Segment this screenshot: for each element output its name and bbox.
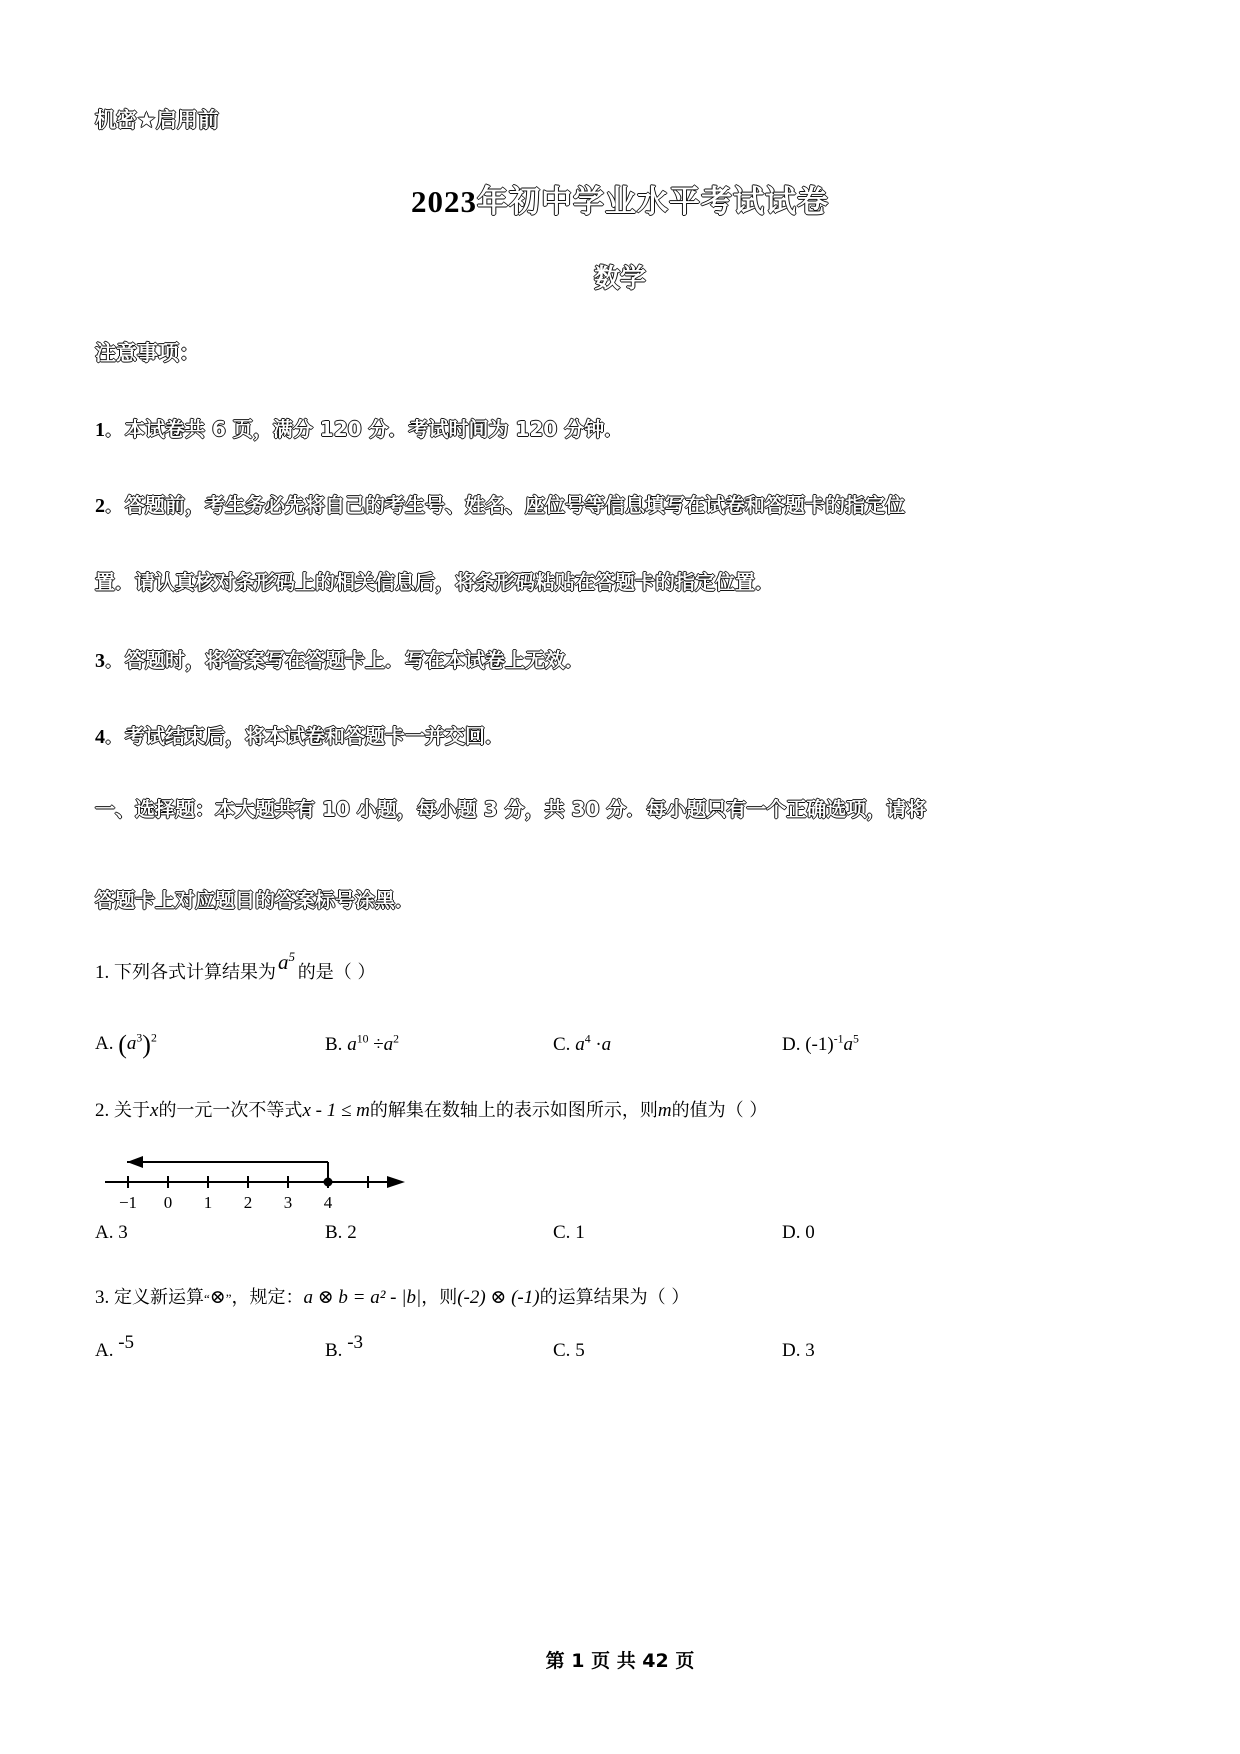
number-line-figure — [95, 1140, 425, 1225]
svg-text:0: 0 — [163, 1193, 173, 1212]
question-2-option-d[interactable] — [782, 1222, 815, 1244]
option-d-label: D. — [782, 1034, 801, 1055]
question-1-option-d[interactable] — [782, 1034, 859, 1056]
question-1-stem — [95, 949, 376, 984]
note-text-4: ．考试结束后，将本试卷和答题卡一并交回． — [105, 724, 505, 748]
note-number-3: 3 — [95, 650, 105, 672]
note-item-2 — [95, 489, 905, 518]
q2-option-d-value: 0 — [805, 1222, 815, 1243]
option-b-operator: ÷ — [373, 1034, 384, 1055]
option-d-exp2: 5 — [853, 1032, 859, 1046]
q2-option-d-label: D. — [782, 1222, 801, 1243]
q2-option-a-value: 3 — [118, 1222, 128, 1243]
q2-option-b-label: B. — [325, 1222, 343, 1243]
option-c-base: a — [575, 1034, 585, 1055]
option-c-base2: a — [601, 1034, 612, 1055]
svg-text:2: 2 — [243, 1193, 253, 1212]
question-3-text-3: ，则 — [421, 1287, 458, 1308]
q2-option-c-value: 1 — [575, 1222, 585, 1243]
option-b-exp2: 2 — [393, 1032, 400, 1046]
q3-option-a-value: -5 — [118, 1332, 135, 1353]
section-heading-line-2: 答题卡上对应题目的答案标号涂黑． — [95, 888, 415, 912]
question-2-text-2: 的一元一次不等式 — [158, 1100, 303, 1121]
question-3-quote-open: “ — [204, 1291, 210, 1306]
question-3-option-b[interactable] — [325, 1332, 364, 1362]
question-3-option-a[interactable] — [95, 1332, 135, 1362]
question-2-option-c[interactable] — [553, 1222, 585, 1244]
note-item-4 — [95, 720, 505, 749]
note-number-2: 2 — [95, 495, 105, 517]
notes-label: 注意事项： — [95, 341, 200, 365]
option-d-base: (-1) — [805, 1034, 834, 1055]
q3-option-b-value: -3 — [347, 1332, 364, 1353]
question-3-text-1: 定义新运算 — [114, 1287, 204, 1308]
q3-option-c-value: 5 — [575, 1340, 585, 1361]
option-c-label: C. — [553, 1034, 571, 1055]
question-2-stem — [95, 1096, 767, 1122]
question-3-quote-close: ” — [225, 1291, 232, 1306]
question-2-var-x: x — [150, 1100, 159, 1121]
question-1-option-b[interactable] — [325, 1034, 399, 1056]
option-d-base2: a — [843, 1034, 854, 1055]
question-1-stem-base: a — [278, 950, 289, 974]
question-3-definition: a ⊗ b = a² - |b| — [303, 1287, 422, 1308]
subject-subtitle: 数学 — [593, 264, 646, 294]
svg-text:−1: −1 — [118, 1193, 138, 1212]
question-1-option-c[interactable] — [553, 1034, 611, 1056]
number-line-svg — [95, 1140, 425, 1225]
option-b-exp: 10 — [356, 1032, 369, 1046]
svg-text:1: 1 — [203, 1193, 213, 1212]
q3-option-d-value: 3 — [805, 1340, 815, 1361]
question-3-number: 3. — [95, 1287, 110, 1308]
title-year: 2023 — [411, 184, 477, 219]
question-2-text-4: 的值为（ ） — [671, 1100, 768, 1121]
q2-option-b-value: 2 — [347, 1222, 357, 1243]
option-c-operator: · — [595, 1034, 602, 1055]
note-item-3 — [95, 644, 585, 673]
option-b-label: B. — [325, 1034, 343, 1055]
note-number-1: 1 — [95, 419, 105, 441]
question-1-stem-text: 下列各式计算结果为 — [114, 962, 276, 983]
title-text: 年初中学业水平考试试卷 — [477, 184, 829, 220]
svg-text:4: 4 — [323, 1193, 333, 1212]
option-a-inner-exp: 3 — [136, 1031, 143, 1045]
note-item-2-continued — [95, 566, 775, 595]
question-1-stem-exponent: 5 — [288, 949, 296, 964]
note-text-1: ．本试卷共 6 页，满分 120 分．考试时间为 120 分钟． — [105, 417, 625, 441]
q3-option-c-label: C. — [553, 1340, 571, 1361]
page-title — [0, 176, 1240, 221]
option-d-exp: -1 — [833, 1032, 844, 1046]
note-text-2b: 置．请认真核对条形码上的相关信息后，将条形码粘贴在答题卡的指定位置． — [95, 570, 775, 594]
question-2-var-m: m — [657, 1100, 672, 1121]
question-3-stem — [95, 1283, 689, 1309]
note-number-4: 4 — [95, 726, 105, 748]
option-a-label: A. — [95, 1033, 114, 1054]
q3-option-b-label: B. — [325, 1340, 343, 1361]
question-3-operator-symbol: ⊗ — [209, 1287, 226, 1308]
page-footer: 第 1 页 共 42 页 — [545, 1650, 695, 1672]
question-2-inequality: x - 1 ≤ m — [302, 1100, 370, 1121]
question-3-expression: (-2) ⊗ (-1) — [457, 1287, 540, 1308]
question-2-text-3: 的解集在数轴上的表示如图所示，则 — [369, 1100, 658, 1121]
svg-text:3: 3 — [283, 1193, 293, 1212]
question-3-text-2: ，规定： — [231, 1287, 304, 1308]
option-b-base: a — [347, 1034, 357, 1055]
confidential-mark: 机密★启用前 — [95, 108, 219, 132]
option-a-base: a — [126, 1033, 137, 1054]
question-2-number: 2. — [95, 1100, 110, 1121]
question-1-stem-tail: 的是（ ） — [297, 962, 376, 983]
question-3-text-4: 的运算结果为（ ） — [539, 1287, 690, 1308]
note-text-2: ．答题前，考生务必先将自己的考生号、姓名、座位号等信息填写在试卷和答题卡的指定位 — [105, 493, 905, 517]
option-b-base2: a — [383, 1034, 394, 1055]
question-3-option-c[interactable] — [553, 1340, 585, 1362]
section-heading-line-1: 一、选择题：本大题共有 10 小题，每小题 3 分，共 30 分．每小题只有一个正确选项，请将 — [95, 797, 927, 821]
note-text-3: ．答题时，将答案写在答题卡上．写在本试卷上无效． — [105, 648, 585, 672]
question-2-text-1: 关于 — [114, 1100, 150, 1121]
note-item-1 — [95, 413, 624, 442]
q2-option-a-label: A. — [95, 1222, 114, 1243]
question-3-option-d[interactable] — [782, 1340, 815, 1362]
question-2-option-b[interactable] — [325, 1222, 357, 1244]
q3-option-a-label: A. — [95, 1340, 114, 1361]
question-1-number: 1. — [95, 962, 110, 983]
option-c-exp: 4 — [584, 1032, 591, 1046]
question-1-option-a[interactable]: A. $(a^3)^2$ — [95, 1030, 157, 1059]
option-a-outer-exp: 2 — [150, 1031, 157, 1045]
q3-option-d-label: D. — [782, 1340, 801, 1361]
question-2-option-a[interactable] — [95, 1222, 128, 1244]
q2-option-c-label: C. — [553, 1222, 571, 1243]
